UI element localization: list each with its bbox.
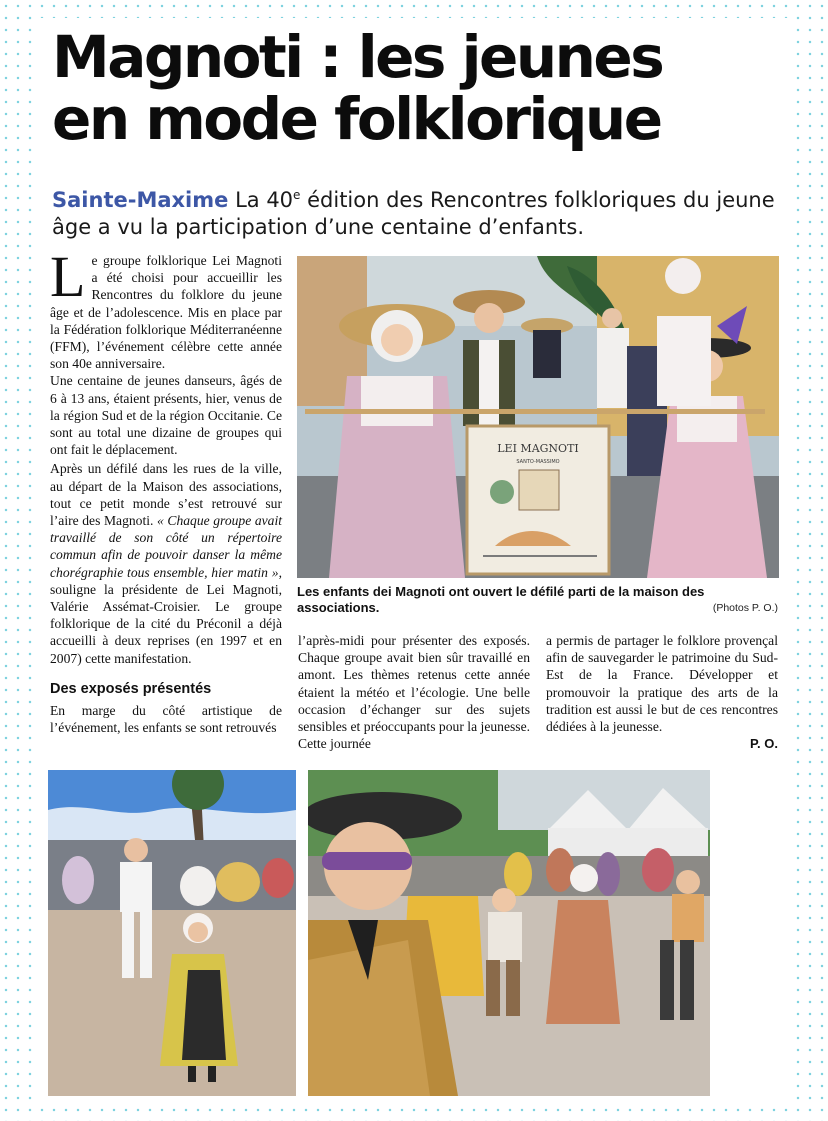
drop-cap: L (50, 244, 86, 309)
bottom-right-photo (308, 770, 710, 1096)
author-signature: P. O. (750, 736, 778, 751)
standfirst-text-a: La 40 (235, 188, 294, 212)
banner-text-1: LEI MAGNOTI (497, 442, 579, 455)
paragraph-6: a permis de partager le folklore provençal afin de sauvegarder le patrimoine du Sud-Est de la France. Développer et promouvoir la pratique des arts de la tradition est aussi le but de ces rencontres dédiées à la jeunesse. (546, 633, 778, 735)
banner-text-2: SANTO-MASSIMO (516, 459, 560, 465)
main-photo (297, 256, 779, 578)
headline (52, 23, 792, 153)
bottom-left-photo-illustration (48, 770, 296, 1096)
paragraph-4: En marge du côté artistique de l’événement, les enfants se sont retrouvés (50, 703, 282, 736)
bottom-right-photo-illustration (308, 770, 710, 1096)
standfirst-superscript: e (293, 188, 301, 202)
headline-line-1: Magnoti : les jeunes (52, 23, 663, 91)
quote-text: « Chaque groupe avait travaillé de son côté un répertoire commun afin de pouvoir danser la même chorégraphie tous ensemble, hier matin » (50, 513, 282, 580)
location-label: Sainte-Maxime (52, 188, 229, 212)
intertitle: Des exposés présentés (50, 680, 212, 697)
photo-credit: (Photos P. O.) (712, 602, 778, 614)
paragraph-3-text-b: , souligne la présidente de Lei Magnoti, Valérie Assémat-Croisier. Le groupe folklorique de la cité du Préconil a déjà accueilli à deux reprises (en 1997 et en 2007) cette manifestation. (50, 564, 282, 666)
body-column-1 (50, 244, 282, 736)
standfirst-text-b: édition des Rencontres folkloriques du jeune âge a vu la participation d’une centaine d’enfants. (52, 188, 775, 239)
paragraph-3-text-a: Après un défilé dans les rues de la ville, au départ de la Maison des associations, tout ce petit monde s’est retrouvé sur l’aire des Magnoti. (50, 461, 282, 529)
main-photo-illustration (297, 256, 779, 578)
paragraph-2: Une centaine de jeunes danseurs, âgés de 6 à 13 ans, étaient présents, hier, venus de la région Sud et de la région Occitanie. Ce sont au total une dizaine de groupes qui ont fait le déplacement. (50, 373, 282, 458)
paragraph-1-text: e groupe folklorique Lei Magnoti a été choisi pour accueillir les Rencontres du folklore du jeune âge et de l’adolescence. Mis en place par la Fédération folklorique Méditerranéenne (FFM), l’événement célèbre cette année son 40e anniversaire. (50, 253, 282, 372)
photo-caption: Les enfants dei Magnoti ont ouvert le défilé parti de la maison des associations. (297, 584, 705, 615)
paragraph-5: l’après-midi pour présenter des exposés. Chaque groupe avait bien sûr travaillé en amont. Les thèmes retenus cette année étaient la météo et l’écologie. Une belle occasion d’échanger sur des sujets sensibles et préoccupants pour la jeunesse. Cette journée (298, 633, 530, 752)
body-column-3 (546, 632, 778, 735)
standfirst (52, 182, 792, 241)
paragraph-3 (50, 460, 282, 666)
bottom-left-photo (48, 770, 296, 1096)
body-column-2 (298, 632, 530, 752)
headline-line-2: en mode folklorique (52, 85, 661, 153)
paragraph-1 (50, 244, 282, 372)
